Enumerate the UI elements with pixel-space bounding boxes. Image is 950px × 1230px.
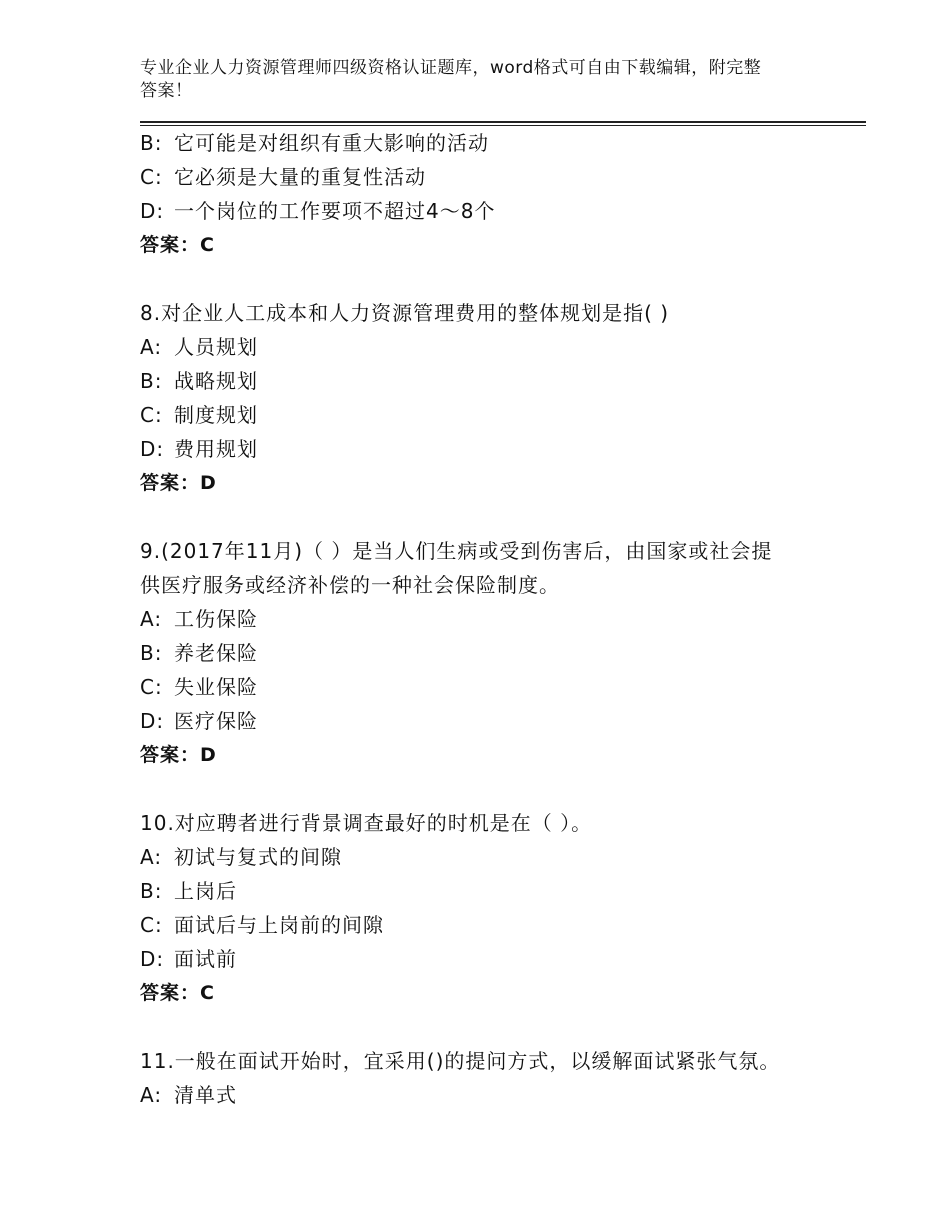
- option-d: D: 面试前: [140, 947, 237, 971]
- question-text: 9.(2017年11月)（ ）是当人们生病或受到伤害后，由国家或社会提: [140, 539, 773, 563]
- option-b: B: 养老保险: [140, 641, 258, 665]
- question-list: [140, 126, 866, 1112]
- answer: 答案：D: [140, 744, 217, 766]
- option-a: A: 工伤保险: [140, 607, 258, 631]
- question-text-cont: 供医疗服务或经济补偿的一种社会保险制度。: [140, 573, 560, 597]
- header-rule-thick: [140, 121, 866, 123]
- option-b: B: 它可能是对组织有重大影响的活动: [140, 131, 489, 155]
- option-a: A: 初试与复式的间隙: [140, 845, 342, 869]
- header-line-1: 专业企业人力资源管理师四级资格认证题库，word格式可自由下载编辑，附完整: [140, 58, 762, 78]
- option-d: D: 医疗保险: [140, 709, 258, 733]
- answer: 答案：C: [140, 234, 215, 256]
- spacer: [140, 1010, 866, 1044]
- option-d: D: 费用规划: [140, 437, 258, 461]
- header-line-2: 答案！: [140, 81, 193, 101]
- question-10: [140, 806, 866, 1010]
- question-8: [140, 296, 866, 500]
- question-partial: [140, 126, 866, 262]
- option-b: B: 战略规划: [140, 369, 258, 393]
- question-11: [140, 1044, 866, 1112]
- spacer: [140, 262, 866, 296]
- option-b: B: 上岗后: [140, 879, 237, 903]
- option-c: C: 制度规划: [140, 403, 258, 427]
- option-a: A: 人员规划: [140, 335, 258, 359]
- spacer: [140, 772, 866, 806]
- spacer: [140, 500, 866, 534]
- document-header: [140, 57, 810, 103]
- option-c: C: 它必须是大量的重复性活动: [140, 165, 426, 189]
- option-c: C: 失业保险: [140, 675, 258, 699]
- question-text: 10.对应聘者进行背景调查最好的时机是在（ ）。: [140, 811, 593, 835]
- question-text: 8.对企业人工成本和人力资源管理费用的整体规划是指( ): [140, 301, 670, 325]
- option-d: D: 一个岗位的工作要项不超过4～8个: [140, 199, 496, 223]
- question-9: [140, 534, 866, 772]
- answer: 答案：C: [140, 982, 215, 1004]
- answer: 答案：D: [140, 472, 217, 494]
- option-c: C: 面试后与上岗前的间隙: [140, 913, 384, 937]
- question-text: 11.一般在面试开始时，宜采用()的提问方式，以缓解面试紧张气氛。: [140, 1049, 781, 1073]
- option-a: A: 清单式: [140, 1083, 237, 1107]
